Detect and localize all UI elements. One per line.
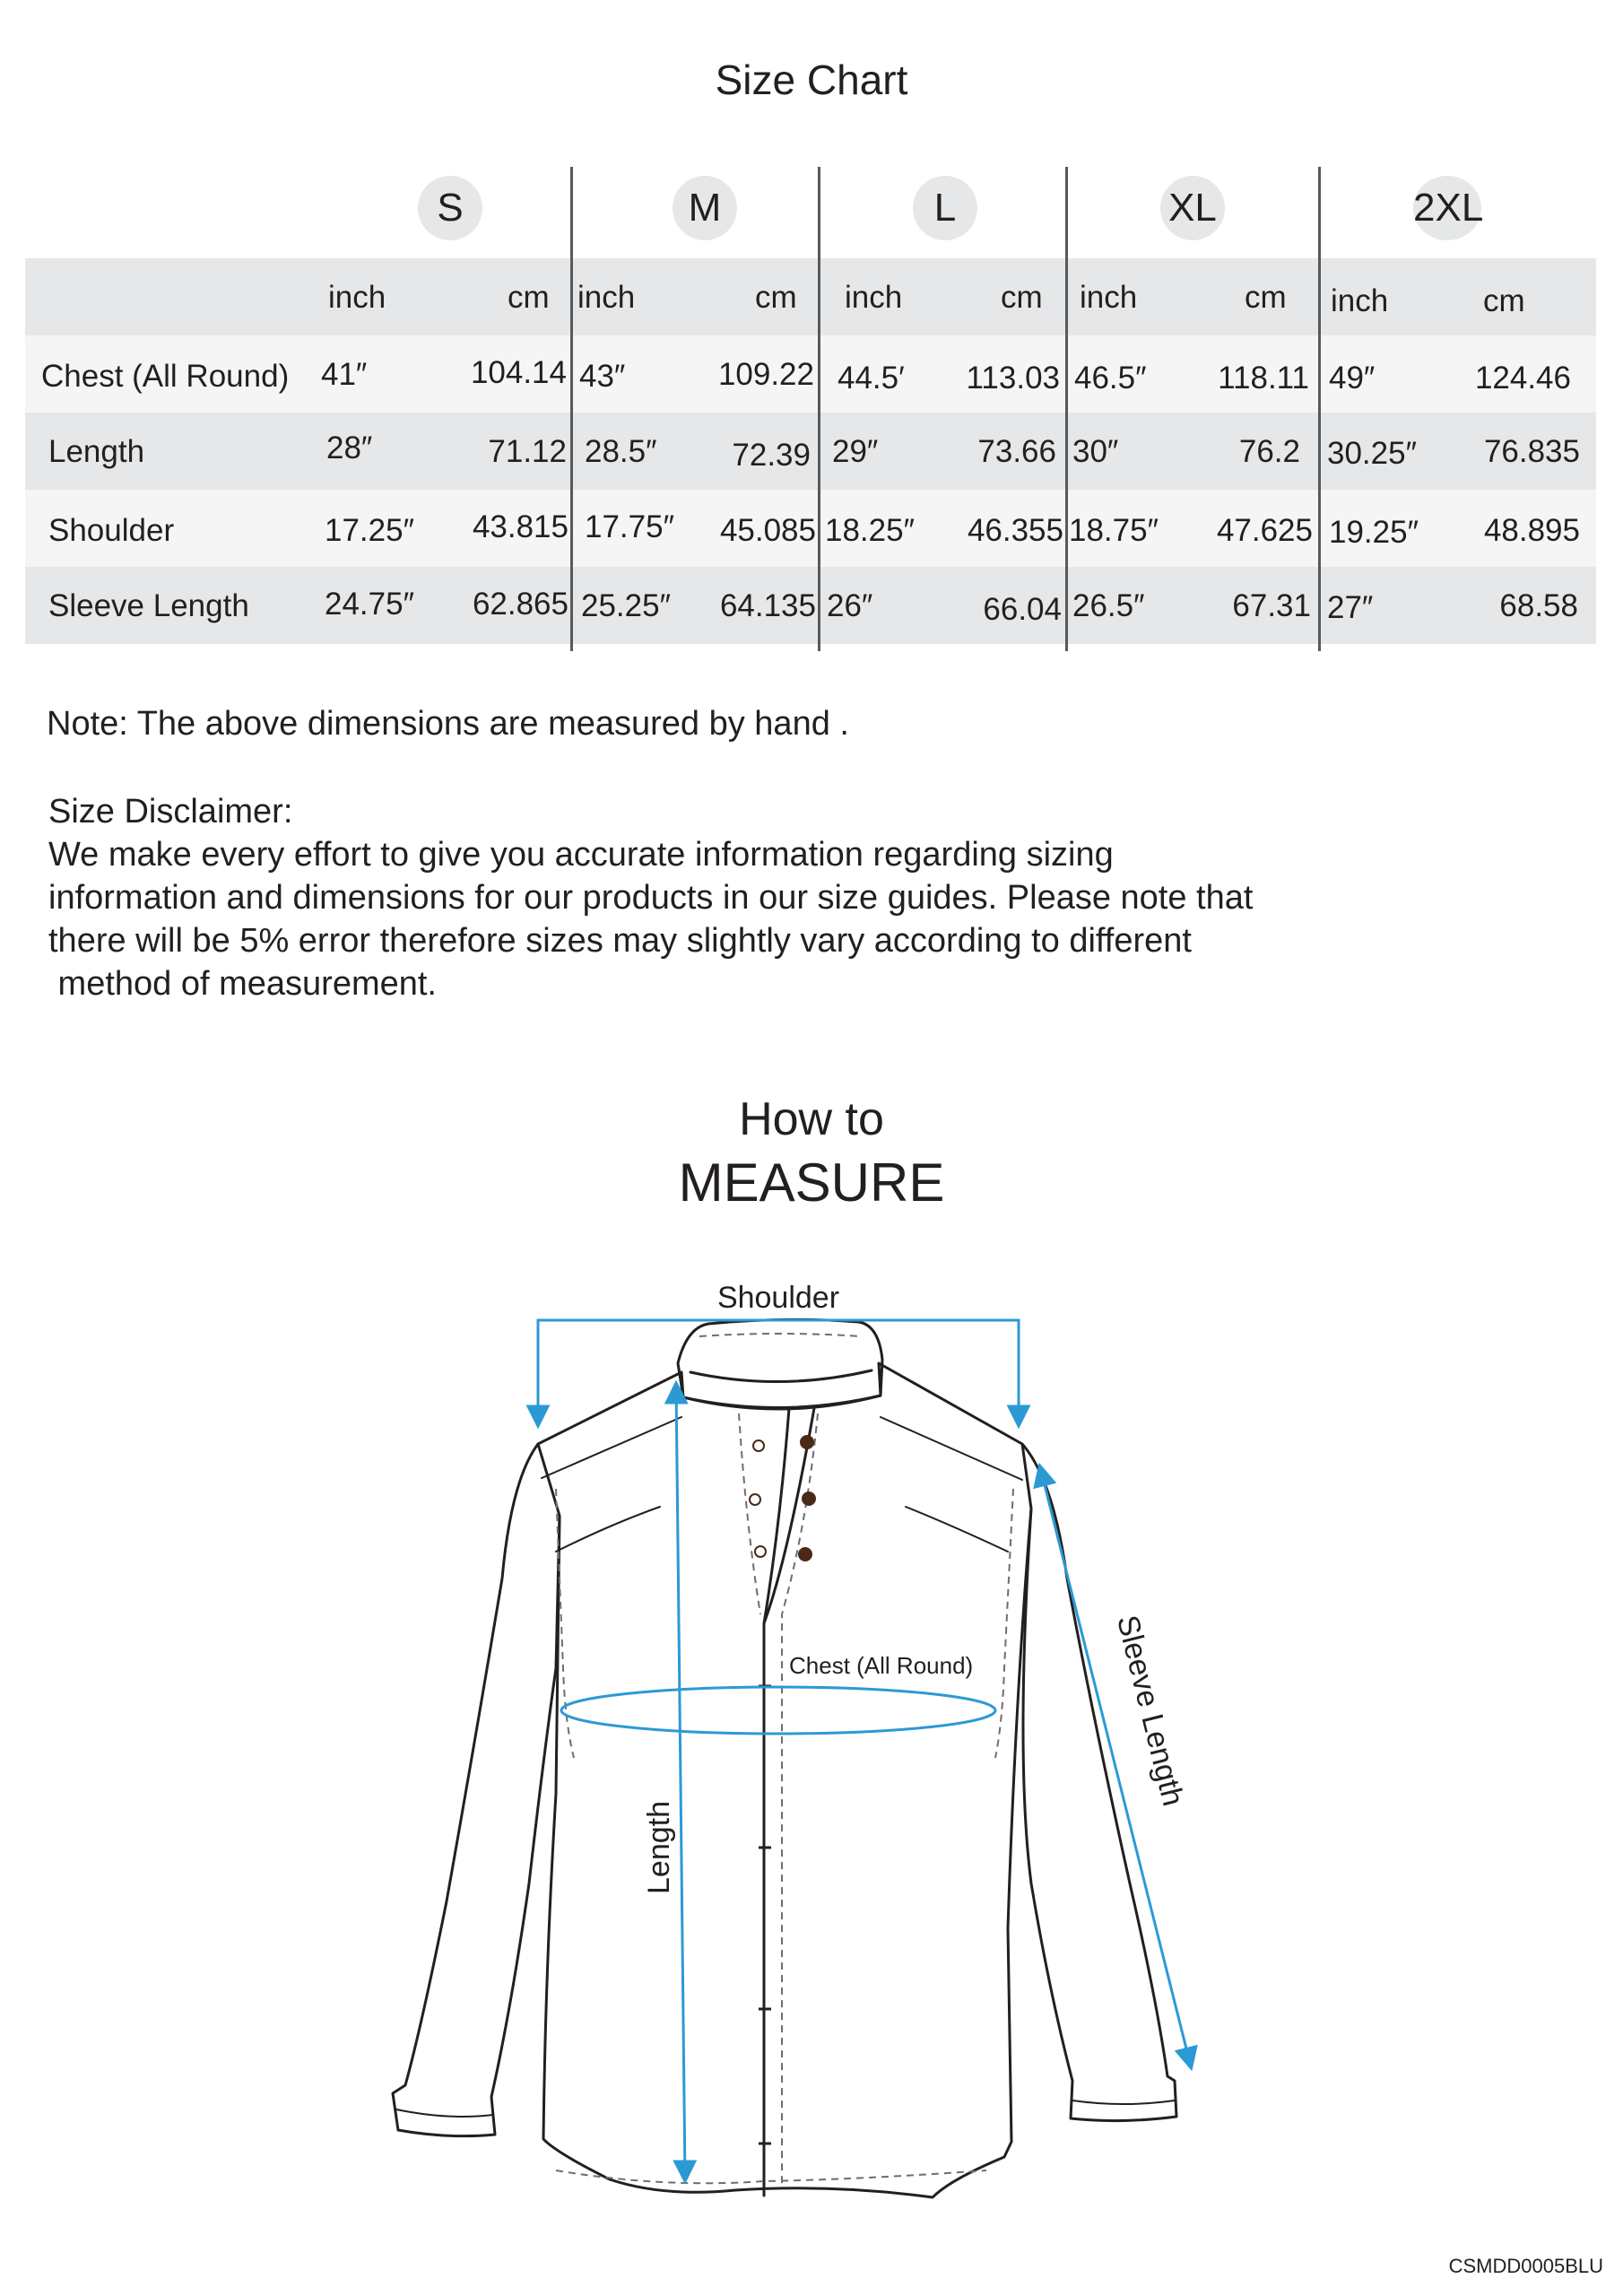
length-s-inch: 28″ (326, 430, 373, 465)
sleeve-xl-inch: 26.5″ (1072, 588, 1145, 623)
chest-s-inch: 41″ (321, 357, 368, 392)
left-sleeve (393, 1444, 560, 2136)
sleeve-2xl-inch: 27″ (1327, 590, 1374, 625)
chest-xl-cm: 118.11 (1218, 361, 1309, 396)
chest-l-inch: 44.5′ (838, 361, 905, 396)
length-xl-inch: 30″ (1072, 434, 1119, 469)
shoulder-l-cm: 46.355 (967, 513, 1063, 548)
length-2xl-inch: 30.25″ (1327, 436, 1417, 471)
shoulder-s-inch: 17.25″ (325, 513, 414, 548)
shirt-body-outline (538, 1363, 1031, 2197)
unit-label-inch: inch (1331, 283, 1389, 318)
sleeve-length-label: Sleeve Length (1109, 1612, 1191, 1810)
row-label-length: Length (48, 434, 145, 469)
size-badge-s: S (418, 176, 482, 240)
shoulder-m-inch: 17.75″ (585, 509, 674, 544)
chest-label: Chest (All Round) (789, 1652, 974, 1679)
shoulder-xl-inch: 18.75″ (1069, 513, 1159, 548)
shoulder-xl-cm: 47.625 (1216, 513, 1313, 548)
shoulder-l-inch: 18.25″ (825, 513, 915, 548)
size-badge-l: L (913, 176, 977, 240)
sleeve-m-inch: 25.25″ (581, 588, 671, 623)
shoulder-2xl-cm: 48.895 (1483, 513, 1580, 548)
shoulder-s-cm: 43.815 (472, 509, 568, 544)
product-code: CSMDD0005BLU (1448, 2255, 1603, 2277)
column-divider (818, 167, 820, 651)
shoulder-2xl-inch: 19.25″ (1329, 515, 1419, 550)
unit-label-inch: inch (577, 280, 636, 315)
chest-m-inch: 43″ (579, 359, 626, 394)
unit-label-cm: cm (1001, 280, 1043, 315)
measurement-note: Note: The above dimensions are measured by hand . (47, 705, 849, 743)
length-label: Length (642, 1801, 676, 1894)
unit-label-inch: inch (1080, 280, 1138, 315)
chest-m-cm: 109.22 (717, 357, 814, 392)
sleeve-2xl-cm: 68.58 (1499, 588, 1578, 623)
chest-2xl-inch: 49″ (1329, 361, 1376, 396)
how-to-heading: How to (739, 1093, 884, 1145)
column-divider (1065, 167, 1068, 651)
chest-measure-ellipse (561, 1687, 995, 1734)
column-divider (1318, 167, 1321, 651)
length-m-cm: 72.39 (732, 438, 811, 473)
sleeve-xl-cm: 67.31 (1232, 588, 1311, 623)
measure-heading: MEASURE (678, 1152, 945, 1213)
placket (764, 1408, 814, 2196)
row-label-shoulder: Shoulder (48, 513, 175, 548)
unit-label-inch: inch (845, 280, 903, 315)
unit-label-inch: inch (328, 280, 386, 315)
disclaimer-line: there will be 5% error therefore sizes may slightly vary according to different (48, 922, 1192, 960)
sleeve-s-inch: 24.75″ (325, 587, 414, 622)
column-divider (570, 167, 573, 651)
shirt-measurement-diagram (0, 1238, 1623, 2251)
size-badge-m: M (673, 176, 737, 240)
disclaimer-line: We make every effort to give you accurate information regarding sizing (48, 836, 1114, 874)
disclaimer-line: method of measurement. (48, 965, 437, 1003)
shoulder-label: Shoulder (716, 1281, 840, 1315)
size-chart-title: Size Chart (715, 57, 908, 103)
length-s-cm: 71.12 (488, 434, 567, 469)
unit-label-cm: cm (755, 280, 797, 315)
chest-l-cm: 113.03 (966, 361, 1060, 396)
unit-label-cm: cm (1483, 283, 1525, 318)
unit-label-cm: cm (1245, 280, 1287, 315)
sleeve-m-cm: 64.135 (719, 588, 816, 623)
size-badge-xl: XL (1160, 176, 1225, 240)
length-l-inch: 29″ (832, 434, 879, 469)
length-measure-line (676, 1385, 685, 2179)
disclaimer-title: Size Disclaimer: (48, 793, 293, 831)
length-l-cm: 73.66 (977, 434, 1056, 469)
chest-xl-inch: 46.5″ (1074, 361, 1147, 396)
length-2xl-cm: 76.835 (1483, 434, 1580, 469)
length-xl-cm: 76.2 (1238, 434, 1300, 469)
sleeve-l-cm: 66.04 (983, 592, 1062, 627)
sleeve-s-cm: 62.865 (472, 587, 568, 622)
shoulder-m-cm: 45.085 (719, 513, 816, 548)
disclaimer-line: information and dimensions for our products in our size guides. Please note that (48, 879, 1254, 917)
size-badge-2xl: 2XL (1413, 176, 1481, 240)
sleeve-l-inch: 26″ (827, 588, 873, 623)
length-m-inch: 28.5″ (585, 434, 657, 469)
chest-2xl-cm: 124.46 (1474, 361, 1571, 396)
chest-s-cm: 104.14 (470, 355, 567, 390)
row-label-chest: Chest (All Round) (41, 359, 290, 394)
unit-label-cm: cm (508, 280, 550, 315)
row-label-sleeve-length: Sleeve Length (48, 588, 249, 623)
